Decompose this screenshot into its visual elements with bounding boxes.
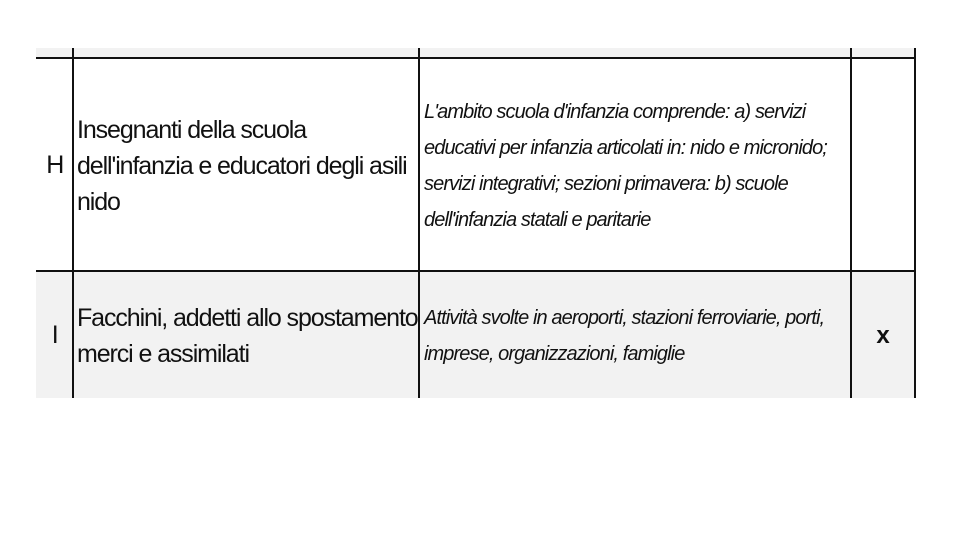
note-cell: L'ambito scuola d'infanzia comprende: a) servizi educativi per infanzia articolati in: nido e micronido; servizi integrativi; sezioni primavera: b) scuole dell'infanzia statali e paritarie [424, 100, 827, 231]
row-divider [36, 57, 916, 59]
column-divider [72, 48, 74, 398]
occupation-table [36, 48, 916, 398]
column-divider [850, 48, 852, 398]
occupation-cell: Insegnanti della scuola dell'infanzia e educatori degli asili nido [77, 115, 407, 216]
column-divider [418, 48, 420, 398]
row-divider [36, 270, 916, 272]
row-code: I [51, 321, 59, 349]
occupation-cell: Facchini, addetti allo spostamento merci e assimilati [77, 303, 418, 368]
column-divider [914, 48, 916, 398]
note-cell: Attività svolte in aeroporti, stazioni ferroviarie, porti, imprese, organizzazioni, famiglie [424, 306, 825, 365]
row-code: H [46, 151, 64, 179]
mark-cell: x [876, 321, 890, 349]
mark-cell [852, 60, 914, 271]
